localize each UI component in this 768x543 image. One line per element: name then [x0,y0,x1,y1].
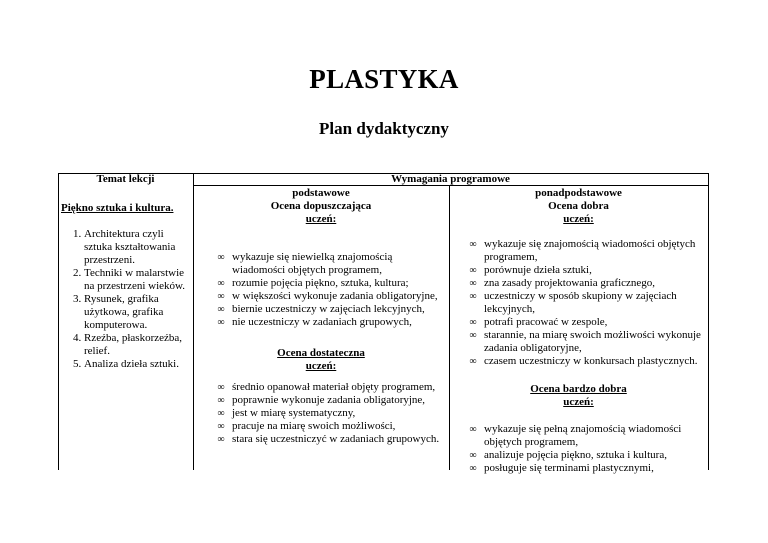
bullet-infinity-icon: ∞ [217,252,225,263]
table-border-left [58,173,59,470]
page-title: PLASTYKA [309,64,459,94]
curriculum-table [58,173,709,474]
table-column-divider [449,185,450,470]
list-item [466,264,706,277]
bullet-infinity-icon: ∞ [217,421,225,432]
bullet-infinity-icon: ∞ [217,304,225,315]
grade-title-dopuszczajaca: Ocena dopuszczająca [270,200,372,212]
list-item [214,303,448,316]
list-item [214,290,448,303]
bullet-infinity-icon: ∞ [469,265,477,276]
grade-dopuszczajaca-list [214,251,448,329]
list-item-text: jest w miarę systematyczny, [232,407,356,419]
bullet-infinity-icon: ∞ [217,291,225,302]
list-item [214,394,448,407]
bullet-infinity-icon: ∞ [217,278,225,289]
bullet-infinity-icon: ∞ [469,278,477,289]
list-item-text: biernie uczestniczy w zajęciach lekcyjnych, [232,303,425,315]
bullet-infinity-icon: ∞ [217,408,225,419]
list-item-text: wykazuje się znajomością wiadomości objętych programem, [484,238,696,263]
bullet-infinity-icon: ∞ [469,450,477,461]
bullet-infinity-icon: ∞ [469,239,477,250]
bullet-infinity-icon: ∞ [469,463,477,474]
list-item [466,238,706,264]
grade-dobra-list [466,238,706,368]
bullet-infinity-icon: ∞ [469,424,477,435]
list-item [466,355,706,368]
page-subtitle: Plan dydaktyczny [319,119,449,138]
list-item [466,277,706,290]
grade-student-label: uczeń: [305,360,337,372]
list-item [214,381,448,394]
list-item-text: średnio opanował materiał objęty programem, [232,381,436,393]
basic-column-header: podstawowe [292,187,350,199]
requirements-column-header: Wymagania programowe [391,173,510,185]
grade-title-dostateczna: Ocena dostateczna [277,347,365,359]
bullet-infinity-icon: ∞ [217,395,225,406]
list-item [466,462,706,475]
bullet-infinity-icon: ∞ [469,356,477,367]
bullet-infinity-icon: ∞ [469,330,477,341]
grade-bardzo-dobra-list [466,423,706,475]
topic-list [60,228,192,371]
topic-column-header: Temat lekcji [96,173,155,185]
list-item: 5. Analiza dzieła sztuki. [84,358,192,371]
list-item [214,277,448,290]
list-item: 4. Rzeźba, płaskorzeźba, relief. [84,332,192,358]
list-item: 3. Rysunek, grafika użytkowa, grafika komputerowa. [84,293,192,332]
list-item [214,407,448,420]
list-item-text: czasem uczestniczy w konkursach plastycznych. [484,355,698,367]
grade-title-dobra: Ocena dobra [548,200,609,212]
list-item-text: porównuje dzieła sztuki, [484,264,592,276]
bullet-infinity-icon: ∞ [469,291,477,302]
table-border-right [708,173,709,470]
list-item [466,423,706,449]
list-item [466,329,706,355]
grade-student-label: uczeń: [563,396,594,408]
list-item [466,290,706,316]
grade-student-label: uczeń: [563,213,594,225]
list-item-text: wykazuje się pełną znajomością wiadomości objętych programem, [484,423,682,448]
bullet-infinity-icon: ∞ [469,317,477,328]
bullet-infinity-icon: ∞ [217,317,225,328]
list-item-text: uczestniczy w sposób skupiony w zajęciach lekcyjnych, [484,290,677,315]
list-item-text: poprawnie wykonuje zadania obligatoryjne, [232,394,426,406]
list-item [214,420,448,433]
list-item-text: starannie, na miarę swoich możliwości wykonuje zadania obligatoryjne, [484,329,701,354]
advanced-column-header: ponadpodstawowe [535,187,622,199]
bullet-infinity-icon: ∞ [217,434,225,445]
list-item-text: rozumie pojęcia piękno, sztuka, kultura; [232,277,409,289]
list-item-text: w większości wykonuje zadania obligatoryjne, [232,290,438,302]
grade-title-bardzo-dobra: Ocena bardzo dobra [530,383,627,395]
list-item-text: stara się uczestniczyć w zadaniach grupowych. [232,433,440,445]
list-item-text: zna zasady projektowania graficznego, [484,277,656,289]
list-item-text: analizuje pojęcia piękno, sztuka i kultura, [484,449,667,461]
list-item [466,449,706,462]
list-item-text: nie uczestniczy w zadaniach grupowych, [232,316,412,328]
list-item-text: pracuje na miarę swoich możliwości, [232,420,396,432]
grade-student-label: uczeń: [305,213,337,225]
list-item: 2. Techniki w malarstwie na przestrzeni wieków. [84,267,192,293]
list-item [214,316,448,329]
bullet-infinity-icon: ∞ [217,382,225,393]
list-item: 1. Architektura czyli sztuka kształtowania przestrzeni. [84,228,192,267]
topic-title: Piękno sztuka i kultura. [61,202,174,214]
list-item [214,251,448,277]
list-item-text: potrafi pracować w zespole, [484,316,608,328]
list-item-text: wykazuje się niewielką znajomością wiadomości objętych programem, [232,251,393,276]
list-item [466,316,706,329]
grade-dostateczna-list [214,381,448,446]
list-item-text: posługuje się terminami plastycznymi, [484,462,654,474]
list-item [214,433,448,446]
